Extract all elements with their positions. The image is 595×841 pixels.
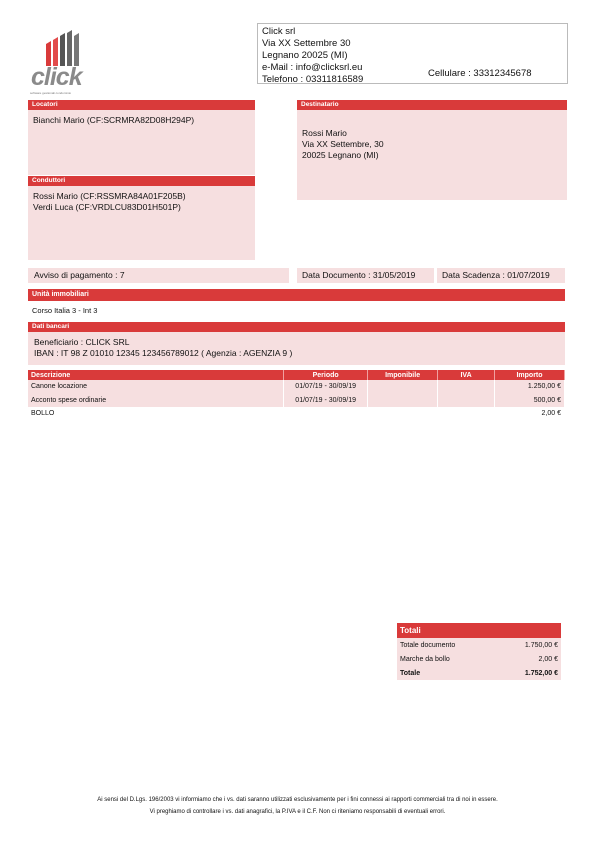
locatori-section <box>28 100 255 175</box>
totali-row <box>397 638 561 652</box>
cell-descrizione: BOLLO <box>28 407 284 421</box>
totali-value: 2,00 € <box>497 652 561 666</box>
destinatario-line: Via XX Settembre, 30 <box>302 139 384 149</box>
logo-text: click <box>31 63 82 91</box>
col-iva: IVA <box>438 370 495 380</box>
company-address: Via XX Settembre 30 <box>262 38 351 49</box>
cell-periodo: 01/07/19 - 30/09/19 <box>284 394 368 408</box>
footer-privacy-line: Ai sensi del D.Lgs. 196/2003 vi informiamo che i vs. dati saranno utilizzati esclusivamente per i fini connessi ai rapporti commerciali tra di noi in essere. <box>97 797 498 803</box>
cell-imponibile <box>368 380 438 394</box>
conduttori-body <box>28 186 255 260</box>
table-row <box>28 380 565 394</box>
company-city: Legnano 20025 (MI) <box>262 50 348 61</box>
cell-importo: 500,00 € <box>495 394 565 408</box>
conduttore-line: Verdi Luca (CF:VRDLCU83D01H501P) <box>33 202 181 212</box>
destinatario-body <box>297 110 567 200</box>
cell-periodo: 01/07/19 - 30/09/19 <box>284 380 368 394</box>
totali-label: Marche da bollo <box>397 652 497 666</box>
dati-bancari-header: Dati bancari <box>28 322 565 332</box>
data-documento: Data Documento : 31/05/2019 <box>297 268 434 283</box>
cell-iva <box>438 407 495 421</box>
totali-label: Totale <box>397 666 497 680</box>
avviso-pagamento: Avviso di pagamento : 7 <box>28 268 289 283</box>
company-info <box>257 23 568 84</box>
cell-iva <box>438 380 495 394</box>
totali-row <box>397 652 561 666</box>
items-header-row <box>28 370 565 380</box>
col-periodo: Periodo <box>284 370 368 380</box>
conduttore-line: Rossi Mario (CF:RSSMRA84A01F205B) <box>33 191 186 201</box>
totali-header: Totali <box>397 623 561 638</box>
locatore-line: Bianchi Mario (CF:SCRMRA82D08H294P) <box>33 115 195 125</box>
cell-imponibile <box>368 394 438 408</box>
col-imponibile: Imponibile <box>368 370 438 380</box>
beneficiario: Beneficiario : CLICK SRL <box>34 337 130 347</box>
destinatario-section <box>297 100 567 200</box>
locatori-header: Locatori <box>28 100 255 110</box>
data-scadenza: Data Scadenza : 01/07/2019 <box>437 268 565 283</box>
cell-descrizione: Acconto spese ordinarie <box>28 394 284 408</box>
cell-iva <box>438 394 495 408</box>
cell-periodo <box>284 407 368 421</box>
company-logo <box>28 30 90 95</box>
col-descrizione: Descrizione <box>28 370 284 380</box>
cell-importo: 1.250,00 € <box>495 380 565 394</box>
conduttori-header: Conduttori <box>28 176 255 186</box>
totali-value: 1.752,00 € <box>497 666 561 680</box>
dati-bancari-section <box>28 322 565 365</box>
totali-value: 1.750,00 € <box>497 638 561 652</box>
items-table <box>28 370 565 421</box>
company-name: Click srl <box>262 26 296 37</box>
company-mobile: Cellulare : 33312345678 <box>428 68 532 79</box>
iban: IBAN : IT 98 Z 01010 12345 123456789012 ( Agenzia : AGENZIA 9 ) <box>34 348 293 358</box>
totali-label: Totale documento <box>397 638 497 652</box>
logo-subtitle: software gestionali condominio <box>30 91 72 95</box>
destinatario-header: Destinatario <box>297 100 567 110</box>
table-row <box>28 407 565 421</box>
footer-disclaimer-line: Vi preghiamo di controllare i vs. dati anagrafici, la P.IVA e il C.F. Non ci riteniamo responsabili di eventuali errori. <box>149 809 446 815</box>
cell-importo: 2,00 € <box>495 407 565 421</box>
totali-row <box>397 666 561 680</box>
cell-imponibile <box>368 407 438 421</box>
cell-descrizione: Canone locazione <box>28 380 284 394</box>
col-importo: Importo <box>495 370 565 380</box>
dati-bancari-body <box>28 332 565 365</box>
totali-table <box>397 623 561 680</box>
company-email: e-Mail : info@clicksrl.eu <box>262 62 363 73</box>
company-phone: Telefono : 03311816589 <box>262 74 364 85</box>
table-row <box>28 394 565 408</box>
logo-bars-icon <box>42 30 88 66</box>
locatori-body <box>28 110 255 175</box>
unita-immobiliari-header: Unità immobiliari <box>28 289 565 301</box>
destinatario-line: 20025 Legnano (MI) <box>302 150 379 160</box>
destinatario-line: Rossi Mario <box>302 128 347 138</box>
totali-header-row <box>397 623 561 638</box>
unita-immobiliari-value: Corso Italia 3 - Int 3 <box>32 306 98 315</box>
conduttori-section <box>28 176 255 260</box>
